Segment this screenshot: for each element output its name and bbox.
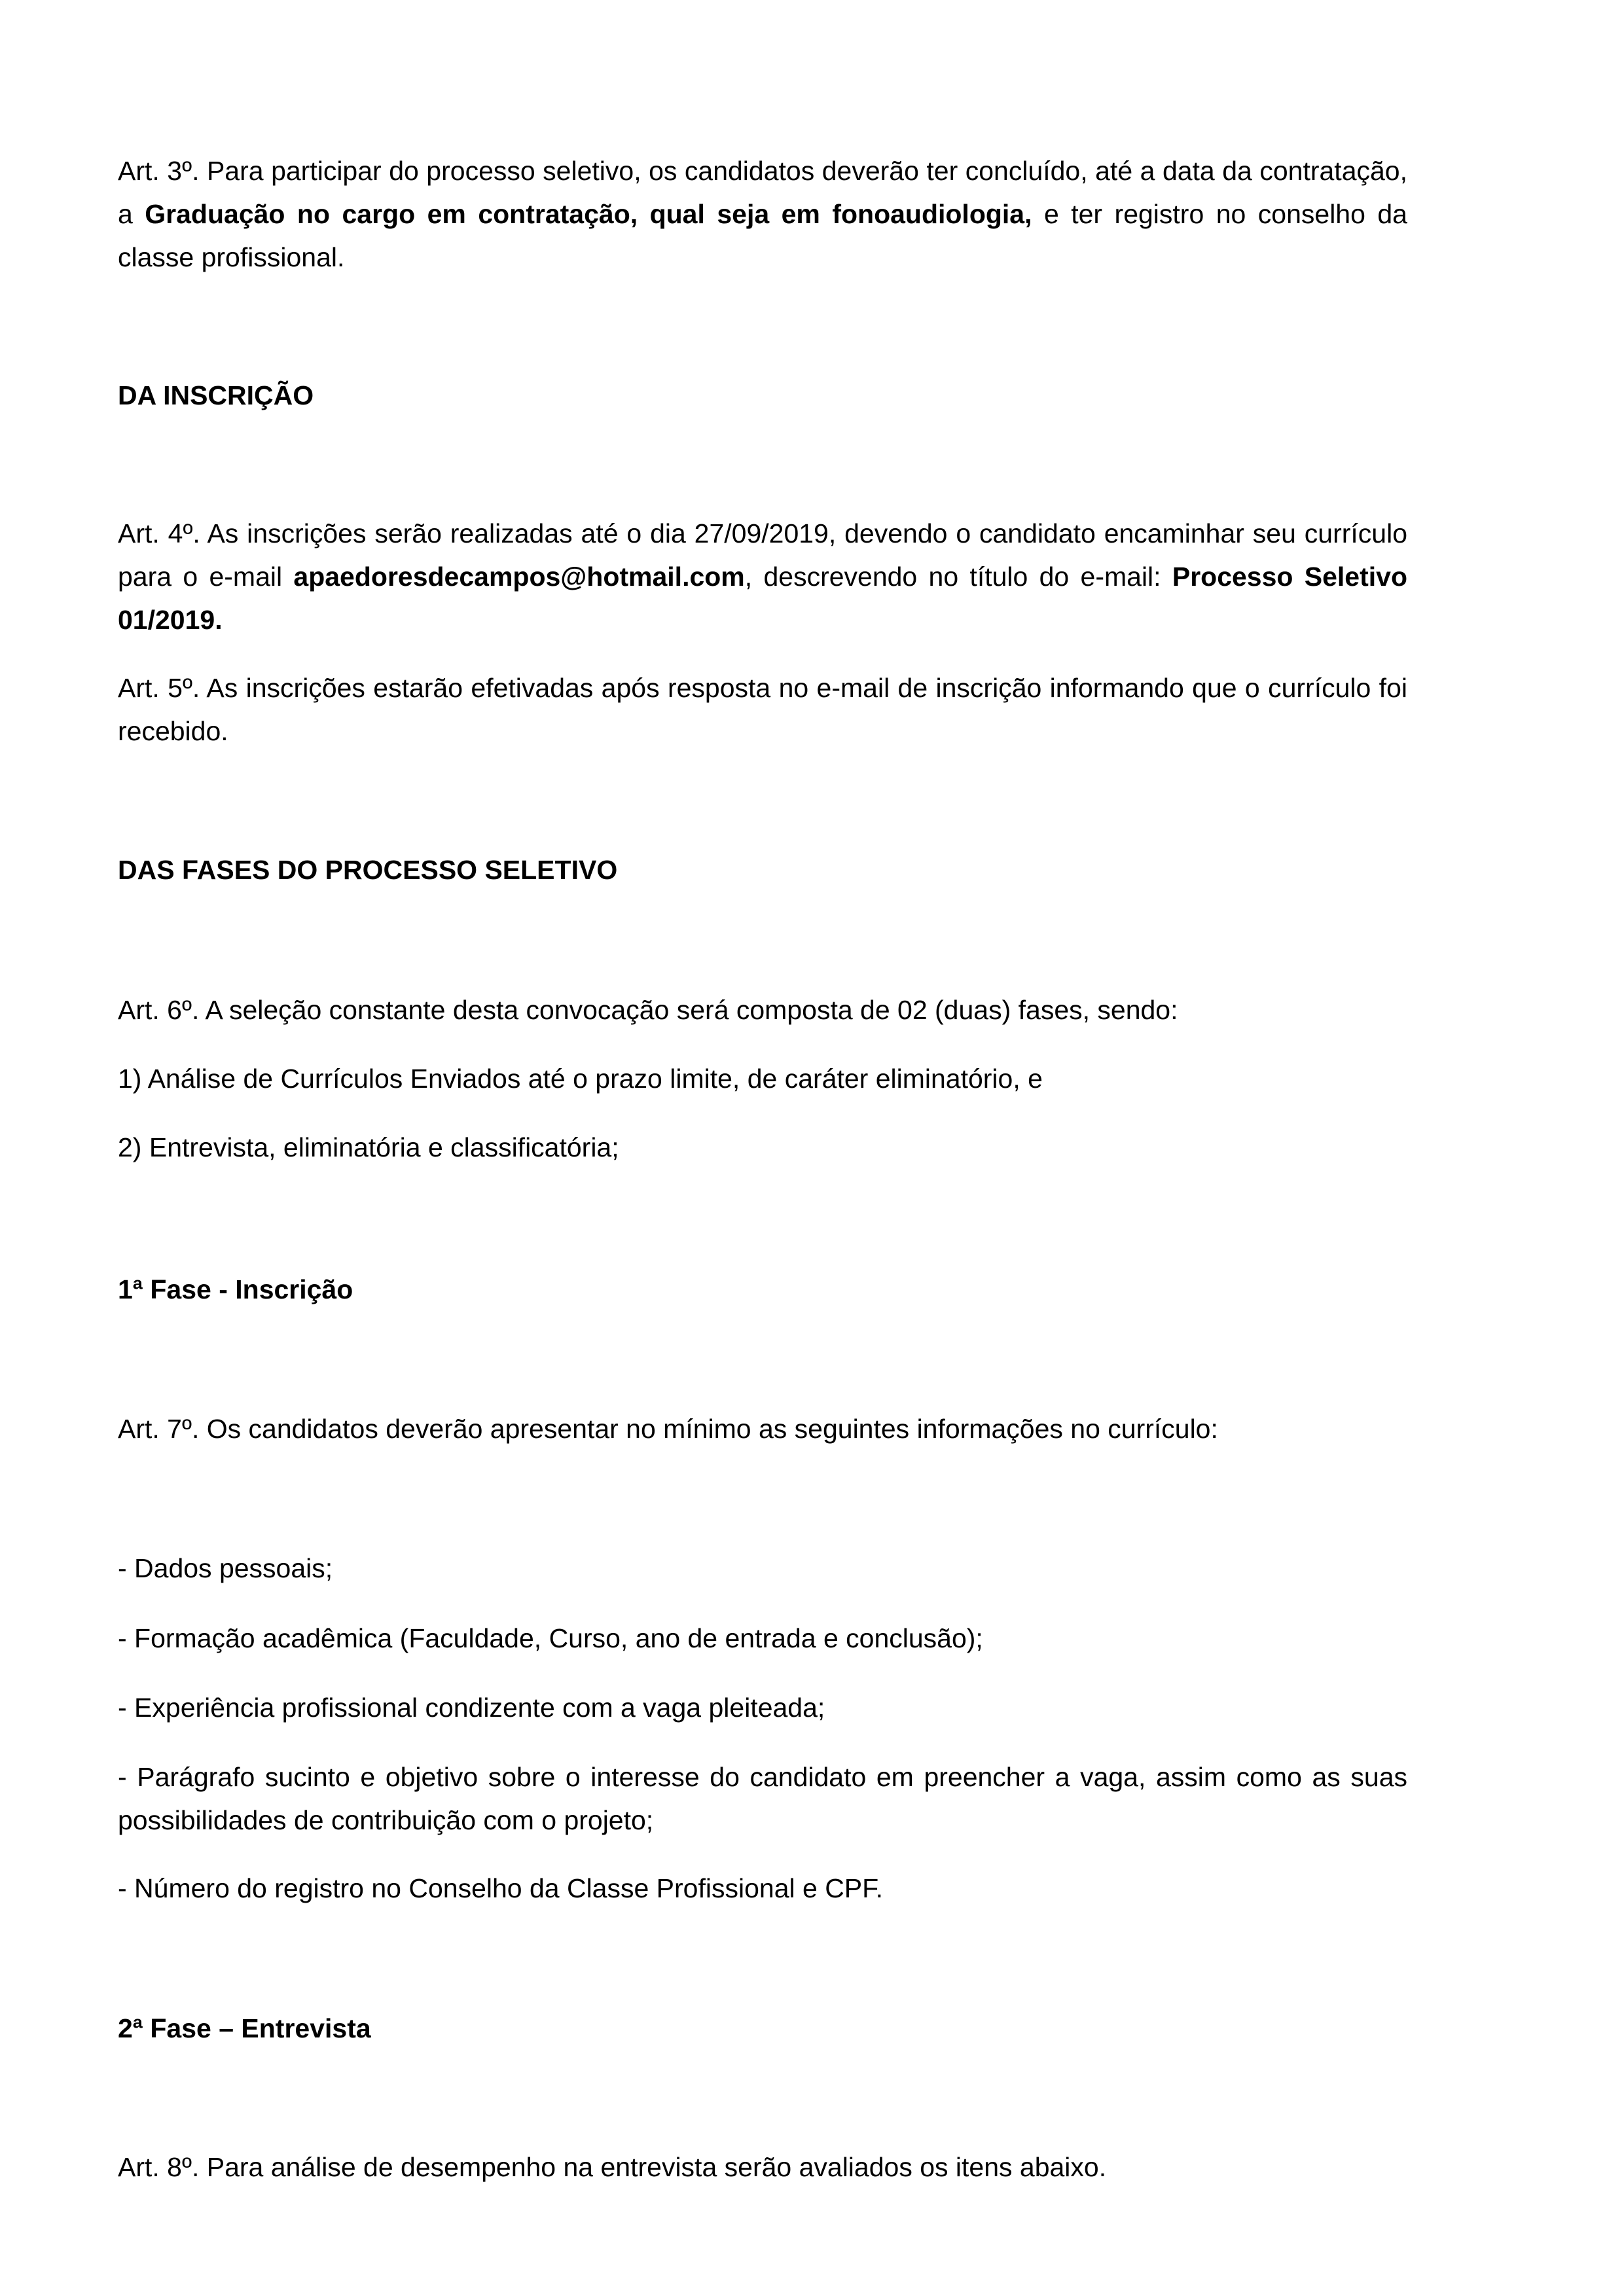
- art-4-text-middle: , descrevendo no título do e-mail:: [744, 562, 1172, 592]
- fase-item-2: 2) Entrevista, eliminatória e classificatória;: [118, 1132, 619, 1162]
- art-8-paragraph: Art. 8º. Para análise de desempenho na entrevista serão avaliados os itens abaixo.: [118, 2152, 1107, 2182]
- heading-das-fases: DAS FASES DO PROCESSO SELETIVO: [118, 855, 618, 885]
- art-5-paragraph: Art. 5º. As inscrições estarão efetivadas após resposta no e-mail de inscrição informando que o currículo foi recebido.: [118, 673, 1407, 746]
- art-6-paragraph: Art. 6º. A seleção constante desta convocação será composta de 02 (duas) fases, sendo:: [118, 995, 1178, 1025]
- fase-item-1: 1) Análise de Currículos Enviados até o prazo limite, de caráter eliminatório, e: [118, 1064, 1043, 1094]
- art-3-text-end: e ter registro no conselho da classe profissional.: [118, 199, 1407, 272]
- heading-fase-2: 2ª Fase – Entrevista: [118, 2013, 371, 2043]
- curriculo-item-2: - Formação acadêmica (Faculdade, Curso, ano de entrada e conclusão);: [118, 1623, 983, 1653]
- art-7-paragraph: Art. 7º. Os candidatos deverão apresentar no mínimo as seguintes informações no currículo:: [118, 1414, 1218, 1444]
- heading-fase-1: 1ª Fase - Inscrição: [118, 1274, 353, 1304]
- heading-da-inscricao: DA INSCRIÇÃO: [118, 380, 314, 410]
- art-4-email: apaedoresdecampos@hotmail.com: [293, 562, 745, 592]
- curriculo-item-5: - Número do registro no Conselho da Classe Profissional e CPF.: [118, 1873, 884, 1903]
- art-4-paragraph: [118, 512, 1407, 641]
- art-4-email-subject: Processo Seletivo 01/2019.: [118, 562, 1407, 635]
- art-3-text: Art. 3º. Para participar do processo seletivo, os candidatos deverão ter concluído, até a data da contratação, a: [118, 156, 1407, 229]
- curriculo-item-4: - Parágrafo sucinto e objetivo sobre o interesse do candidato em preencher a vaga, assim como as suas possibilidades de contribuição com o projeto;: [118, 1762, 1407, 1835]
- art-4-text: Art. 4º. As inscrições serão realizadas até o dia 27/09/2019, devendo o candidato encaminhar seu currículo para o e-mail: [118, 518, 1407, 592]
- curriculo-item-3: - Experiência profissional condizente com a vaga pleiteada;: [118, 1693, 825, 1723]
- curriculo-item-1: - Dados pessoais;: [118, 1553, 333, 1583]
- art-3-bold-text: Graduação no cargo em contratação, qual seja em fonoaudiologia,: [145, 199, 1032, 229]
- art-3-paragraph: [118, 149, 1407, 279]
